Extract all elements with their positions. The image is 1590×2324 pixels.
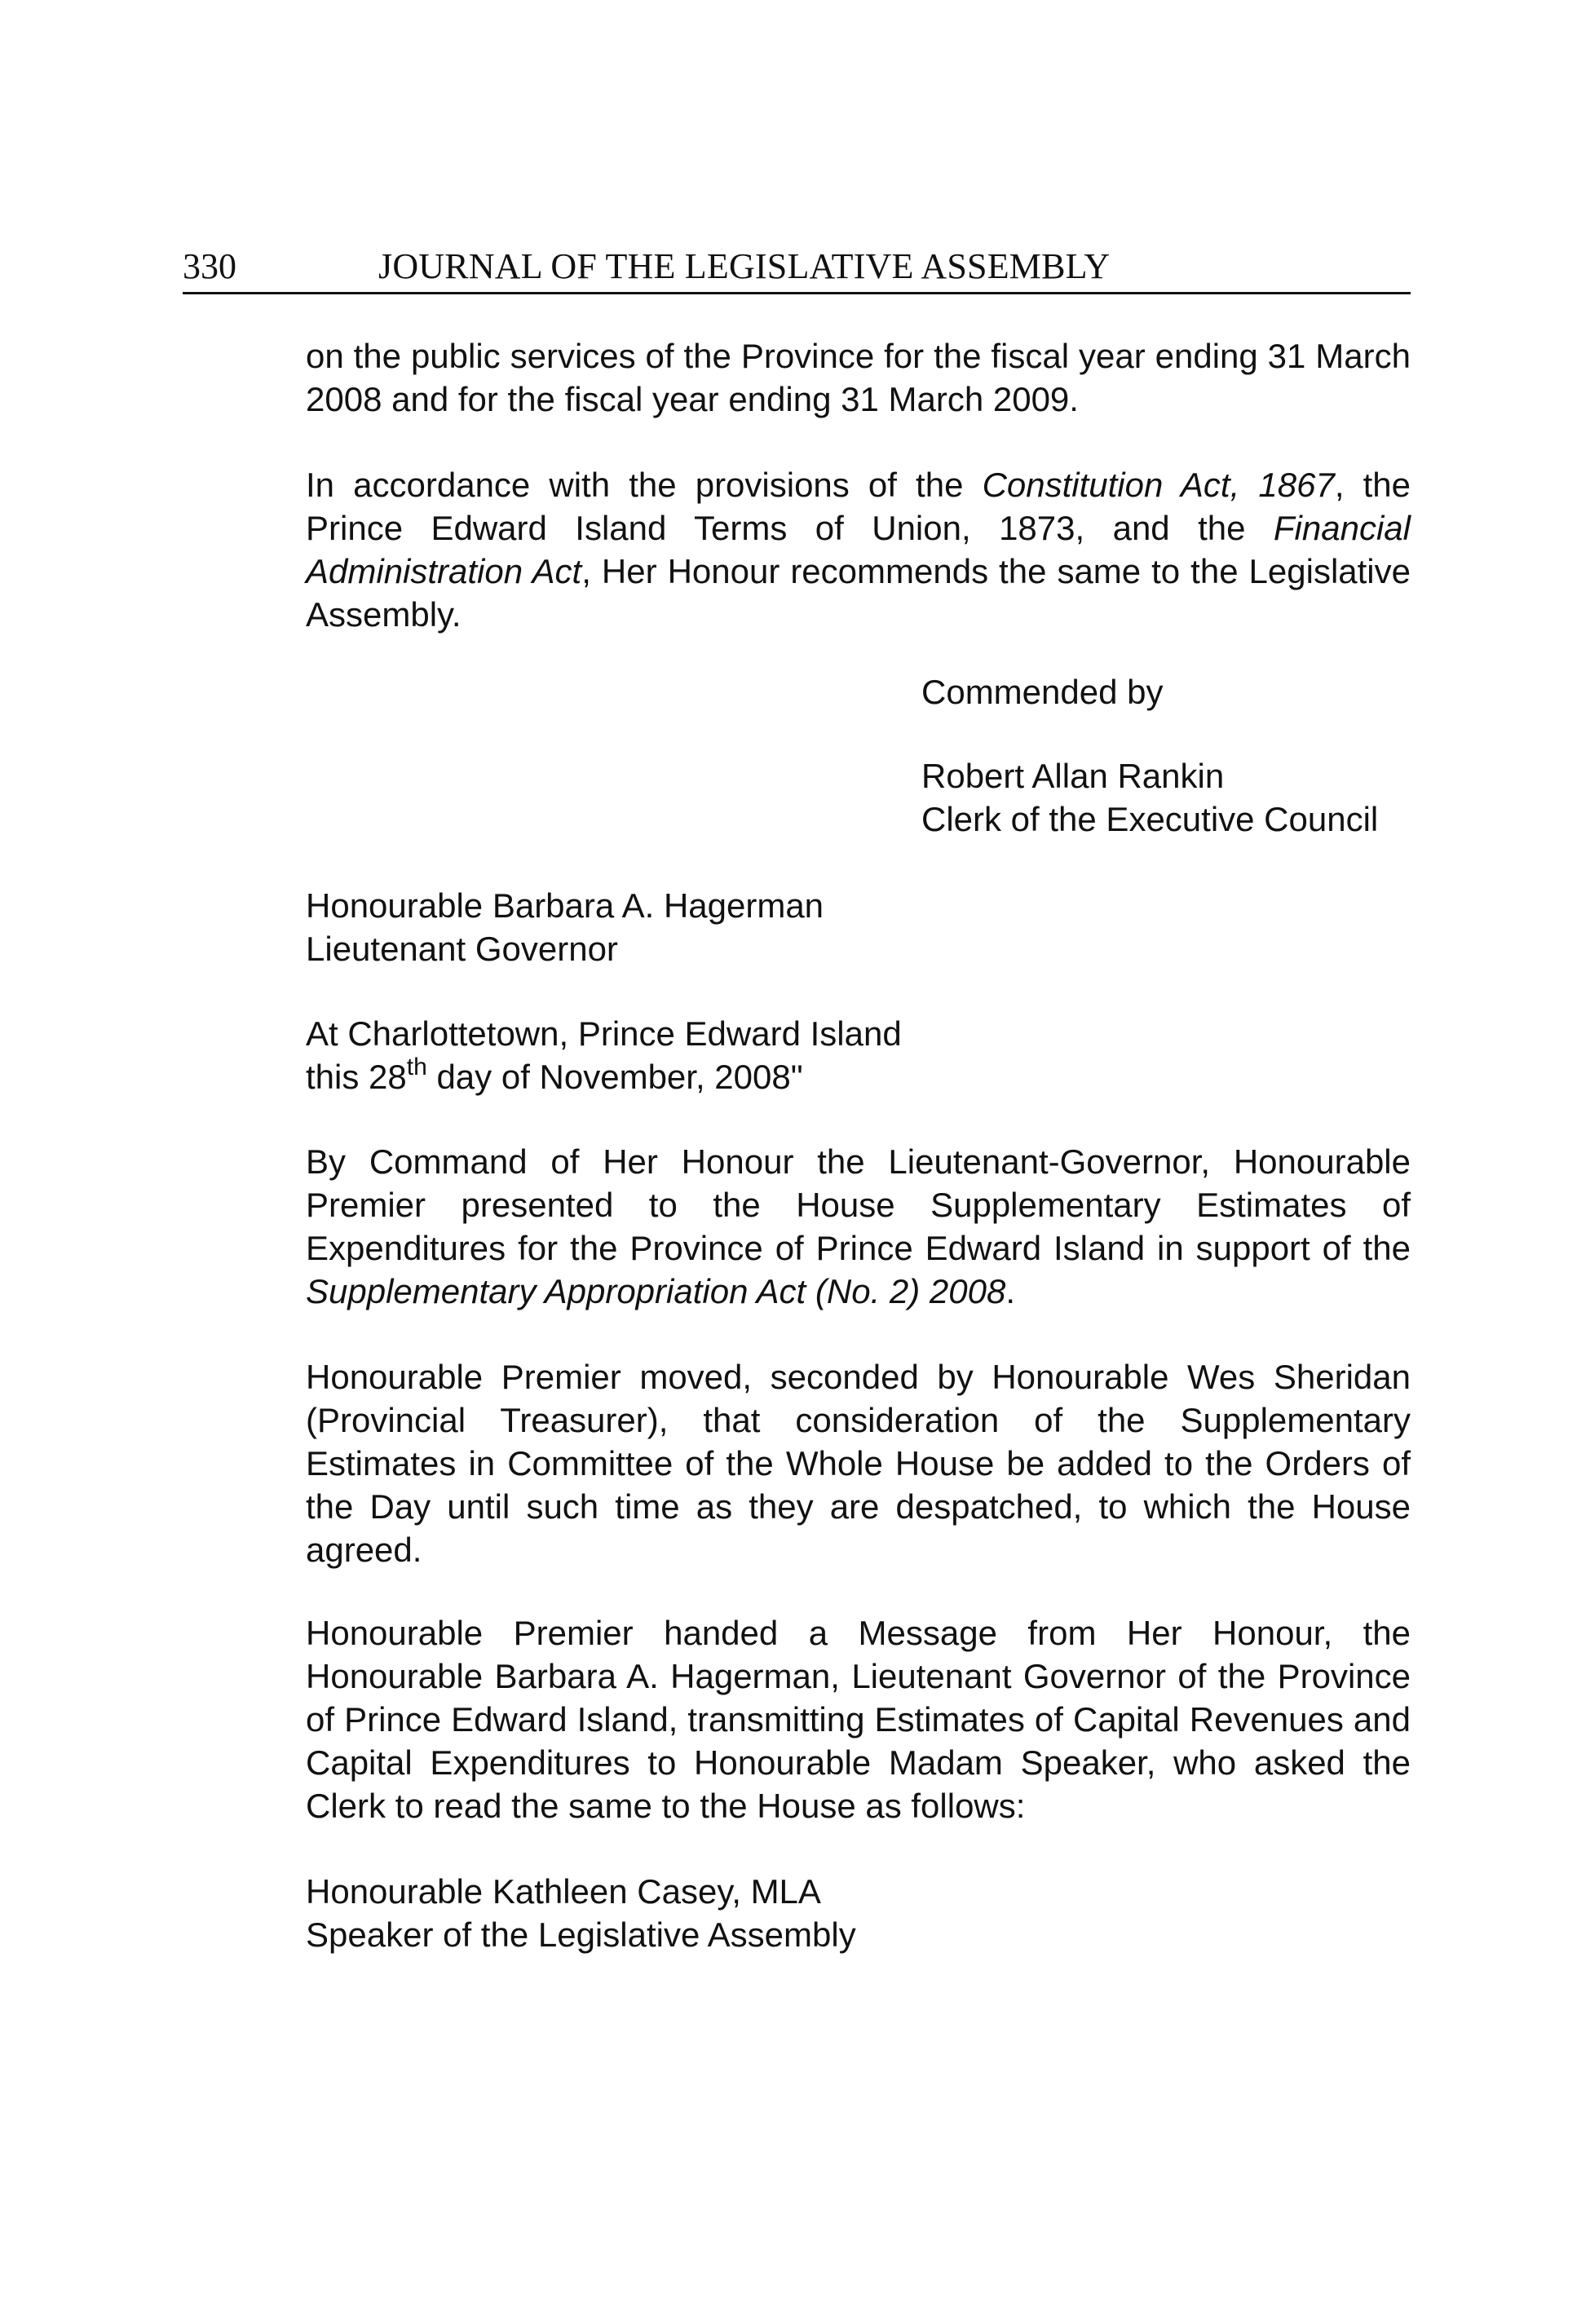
paragraph-message: Honourable Premier handed a Message from Her Honour, the Honourable Barbara A. Hagerman, Lieutenant Governor of the Province of Prince Edward Island, transmitting Estimates of Capital Revenues and Capital Expenditures to Honourable Madam Speaker, who asked the Clerk to read the same to the House as follows:: [306, 1614, 1411, 1825]
act-title-supplementary-appropriation: Supplementary Appropriation Act (No. 2) 2008: [306, 1272, 1006, 1310]
governor-block: [306, 884, 1411, 970]
page-number: 330: [183, 246, 236, 286]
dateline-block: [306, 1012, 1411, 1098]
addressee-title: Speaker of the Legislative Assembly: [306, 1915, 856, 1954]
addressee-name: Honourable Kathleen Casey, MLA: [306, 1872, 821, 1911]
governor-title: Lieutenant Governor: [306, 930, 618, 968]
clerk-name: Robert Allan Rankin: [921, 757, 1225, 795]
clerk-title: Clerk of the Executive Council: [921, 800, 1379, 838]
addressee-block: [306, 1870, 1411, 1956]
paragraph-fiscal-year: on the public services of the Province for the fiscal year ending 31 March 2008 and for the fiscal year ending 31 March 2009.: [306, 337, 1411, 418]
governor-name: Honourable Barbara A. Hagerman: [306, 886, 824, 925]
dateline-date: this 28th day of November, 2008": [306, 1054, 803, 1096]
clerk-signature-block: [921, 754, 1378, 841]
act-title-financial-administration: Financial Administration Act: [306, 509, 1411, 590]
running-header: [183, 241, 1411, 294]
paragraph-supplementary-estimates: By Command of Her Honour the Lieutenant-Governor, Honourable Premier presented to the House Supplementary Estimates of Expenditures for the Province of Prince Edward Island in support of the Supplementary Appropriation Act (No. 2) 2008.: [306, 1142, 1411, 1310]
dateline-place: At Charlottetown, Prince Edward Island: [306, 1014, 902, 1053]
commended-label: Commended by: [921, 673, 1164, 711]
paragraph-motion: Honourable Premier moved, seconded by Honourable Wes Sheridan (Provincial Treasurer), that consideration of the Supplementary Estimates in Committee of the Whole House be added to the Orders of the Day until such time as they are despatched, to which the House agreed.: [306, 1358, 1411, 1569]
act-title-constitution: Constitution Act, 1867: [982, 466, 1335, 504]
journal-title: JOURNAL OF THE LEGISLATIVE ASSEMBLY: [378, 246, 1111, 286]
paragraph-constitution-act: In accordance with the provisions of the Constitution Act, 1867, the Prince Edward Island Terms of Union, 1873, and the Financial Administration Act, Her Honour recommends the same to the Legislative Assembly.: [306, 466, 1411, 634]
